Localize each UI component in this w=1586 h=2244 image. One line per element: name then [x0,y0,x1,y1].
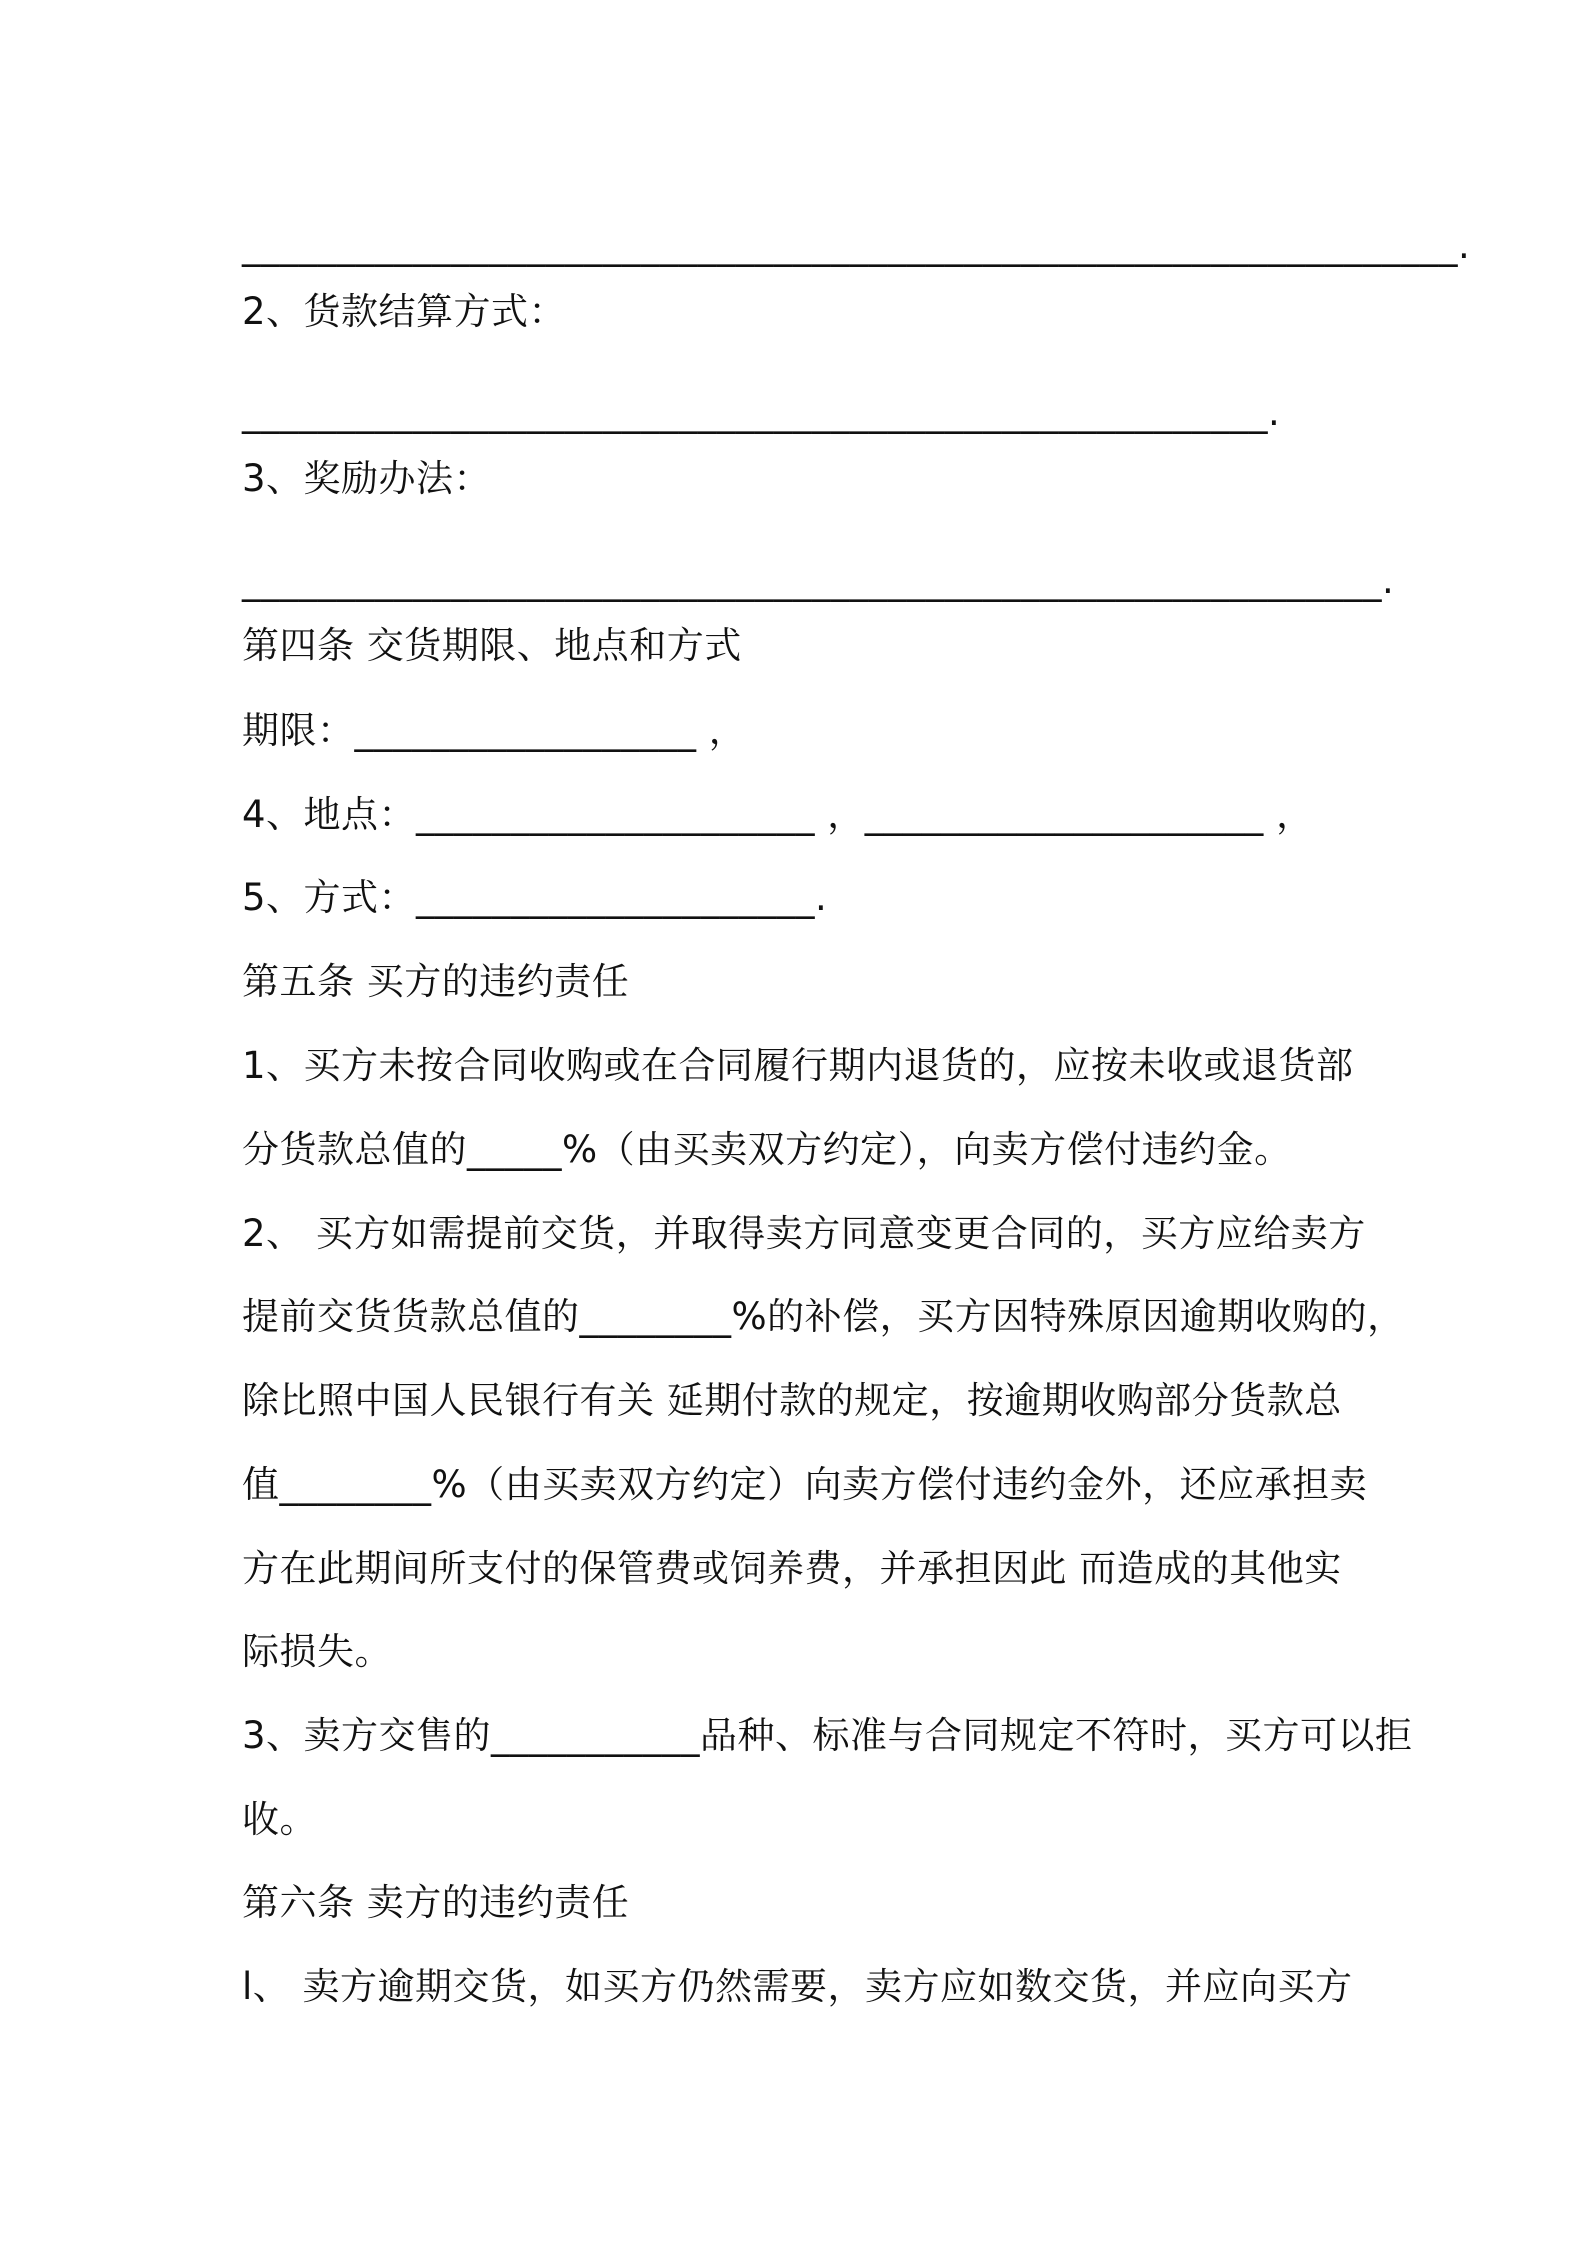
article-5-clause-3-line-1: 3、卖方交售的___________品种、标准与合同规定不符时，买方可以拒 [242,1714,1413,1757]
article-4-heading: 第四条 交货期限、地点和方式 [242,624,742,667]
blank-line-item-3: ____________________________________________________________. [242,559,1395,602]
article-5-clause-2-line-1: 2、 买方如需提前交货，并取得卖方同意变更合同的，买方应给卖方 [242,1212,1366,1255]
article-5-clause-2-line-2: 提前交货货款总值的________%的补偿，买方因特殊原因逾期收购的， [242,1295,1405,1338]
article-5-clause-2-line-5: 方在此期间所支付的保管费或饲养费，并承担因此 而造成的其他实 [242,1547,1342,1590]
blank-line-item-2: ______________________________________________________. [242,391,1281,434]
term-line: 期限：__________________ ， [242,709,747,752]
article-5-clause-1-line-2: 分货款总值的_____%（由买卖双方约定），向卖方偿付违约金。 [242,1128,1292,1171]
article-6-heading: 第六条 卖方的违约责任 [242,1881,630,1924]
article-5-clause-1-line-1: 1、买方未按合同收购或在合同履行期内退货的，应按未收或退货部 [242,1044,1354,1087]
article-6-clause-1-line-1: l、 卖方逾期交货，如买方仍然需要，卖方应如数交货，并应向买方 [242,1965,1353,2008]
method-line: 5、方式：_____________________. [242,876,828,919]
article-5-clause-2-line-4: 值________%（由买卖双方约定）向卖方偿付违约金外，还应承担卖 [242,1463,1368,1506]
location-line: 4、地点：_____________________ ，_____________________ ， [242,793,1314,836]
blank-line-item-1: ________________________________________________________________. [242,224,1471,267]
article-5-heading: 第五条 买方的违约责任 [242,960,630,1003]
article-5-clause-2-line-3: 除比照中国人民银行有关 延期付款的规定，按逾期收购部分货款总 [242,1379,1342,1422]
article-5-clause-3-line-2: 收。 [242,1798,317,1841]
article-5-clause-2-line-6: 际损失。 [242,1630,392,1673]
reward-method-heading: 3、奖励办法： [242,457,492,500]
payment-method-heading: 2、货款结算方式： [242,290,567,333]
